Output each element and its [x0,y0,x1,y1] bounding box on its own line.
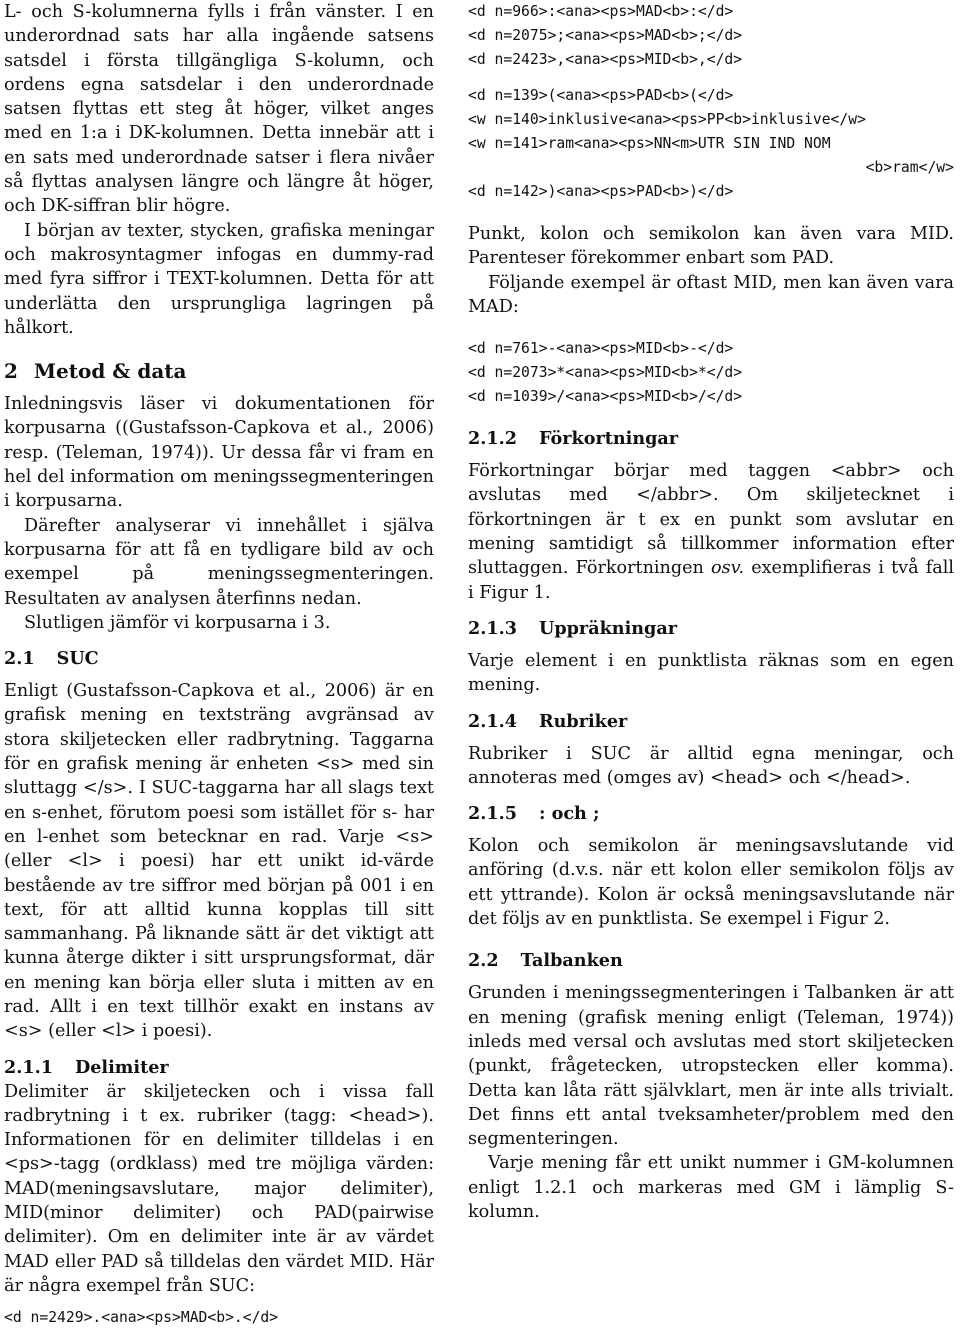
section-number: 2.1 [4,648,35,670]
section-heading-2-2 [468,949,954,973]
section-heading-2-1-1 [4,1056,434,1080]
code-line: <d n=2075>;<ana><ps>MAD<b>;</d> [468,27,743,44]
code-line: <d n=142>)<ana><ps>PAD<b>)</d> [468,183,734,200]
paragraph: Inledningsvis läser vi dokumentationen för korpusarna ((Gustafsson-Capkova et al., 2006) resp. (Teleman, 1974)). Ur dessa får vi fram en hel del information om meningssegmenteringen i korpusarna. [4,394,434,512]
section-heading-2 [4,358,434,384]
paragraph-text: exemplifieras i två fall i Figur 1. [468,558,954,603]
paragraph: Rubriker i SUC är alltid egna meningar, och annoteras med (omges av) <head> och </head>. [468,743,954,788]
section-heading-2-1-5 [468,802,954,826]
section-number: 2 [4,359,18,384]
paragraph: Varje mening får ett unikt nummer i GM-kolumnen enligt 1.2.1 och markeras med GM i lämplig S-kolumn. [468,1153,954,1223]
paragraph: Enligt (Gustafsson-Capkova et al., 2006) är en grafisk mening en textsträng avgränsad av stora skiljetecken eller radbrytning. Taggarna för en grafisk mening är enheten <s> med sin sluttagg </s>. I SUC-taggarna har all slags text en s-enhet, förutom poesi som istället för s- har en l-enhet som betecknar en rad. Varje <s> (eller <l> i poesi) har ett unikt id-värde bestående av tre siffror med början på 001 i en text, för att alltid kunna kopplas till sitt sammanhang. På liknande sätt är det viktigt att kunna återge dikter i sitt ursprungsformat, där en mening kan börja eller sluta i mitten av en rad. Allt i en text tillhör exakt en instans av <s> (eller <l> i poesi). [4,681,434,1042]
code-line: <d n=966>:<ana><ps>MAD<b>:</d> [468,3,734,20]
section-title: Talbanken [520,950,623,972]
section-number: 2.1.5 [468,803,517,825]
code-line: <w n=140>inklusive<ana><ps>PP<b>inklusive</w> [468,111,866,128]
code-line: <d n=139>(<ana><ps>PAD<b>(</d> [468,87,734,104]
section-number: 2.1.3 [468,617,517,639]
paragraph-text: Förkortningar börjar med taggen <abbr> och avslutas med </abbr>. Om skiljetecknet i förkortningen är t ex en punkt som avslutar en mening samtidigt så tillkommer information efter sluttaggen. Förkortningen [468,461,954,579]
code-line: <d n=1039>/<ana><ps>MID<b>/</d> [468,388,743,406]
section-number: 2.1.1 [4,1056,53,1078]
paragraph: Slutligen jämför vi korpusarna i 3. [24,612,331,633]
paragraph: Kolon och semikolon är meningsavslutande vid anföring (d.v.s. när ett kolon eller semikolon följs av ett yttrande). Kolon är också meningsavslutande när det följs av en punktlista. Se exempel i Figur 2. [468,836,954,930]
paragraph: Följande exempel är oftast MID, men kan även vara MAD: [468,272,954,317]
section-number: 2.1.2 [468,428,517,450]
emphasis-text: osv. [711,558,745,579]
section-number: 2.1.4 [468,710,517,732]
left-column [4,0,434,1330]
section-heading-2-1-3 [468,617,954,641]
paragraph: Därefter analyserar vi innehållet i själva korpusarna för att få en tydligare bild av och exempel på meningssegmenteringen. Resultaten av analysen återfinns nedan. [4,515,434,609]
section-title: : och ; [538,803,600,825]
section-title: Förkortningar [538,428,679,450]
paragraph: Varje element i en punktlista räknas som en egen mening. [468,650,954,696]
section-heading-2-1 [4,647,434,671]
section-heading-2-1-4 [468,710,954,734]
code-line: <d n=761>-<ana><ps>MID<b>-</d> [468,340,734,358]
right-column [468,0,954,1224]
paragraph: L- och S-kolumnerna fylls i från vänster. I en underordnad sats har alla ingående satsens satsdel i första tillgängliga S-kolumn, och ordens egna satsdelar i den underordnade satsen flyttas ett steg åt höger, vilket anges med en 1:a i DK-kolumnen. Detta innebär att i en sats med underordnade satser i flera nivåer så flyttas analysen längre och längre åt höger, och DK-siffran blir högre. [4,2,434,217]
section-number: 2.2 [468,950,499,972]
paragraph: I början av texter, stycken, grafiska meningar och makrosyntagmer infogas en dummy-rad med fyra siffror i TEXT-kolumnen. Detta för att underlätta den ursprungliga lagringen på hålkort. [4,220,434,338]
section-heading-2-1-2 [468,427,954,451]
code-line: <w n=141>ram<ana><ps>NN<m>UTR SIN IND NOM [468,135,831,152]
paragraph: Delimiter är skiljetecken och i vissa fall radbrytning i t ex. rubriker (tagg: <head>). Informationen för en delimiter tilldelas i en <ps>-tagg (ordklass) med tre möjliga värden: MAD(meningsavslutare, major delimiter), MID(minor delimiter) och PAD(pairwise delimiter). Om en delimiter inte är av värdet MAD eller PAD så tilldelas den värdet MID. Här är några exempel från SUC: [4,1081,434,1296]
code-line: <b>ram</w> [865,159,954,176]
code-line: <d n=2429>.<ana><ps>MAD<b>.</d> [4,1309,279,1327]
section-title: Rubriker [538,710,628,732]
section-title: Uppräkningar [538,617,678,639]
code-line: <d n=2073>*<ana><ps>MID<b>*</d> [468,364,743,382]
code-line: <d n=2423>,<ana><ps>MID<b>,</d> [468,51,743,68]
section-title: SUC [56,648,99,670]
section-title: Delimiter [74,1056,169,1078]
paragraph [468,459,954,605]
paragraph: Grunden i meningssegmenteringen i Talbanken är att en mening (grafisk mening enligt (Teleman, 1974)) inleds med versal och avslutas med stort skiljetecken (punkt, frågetecken, utropstecken eller komma). Detta kan låta rätt självklart, men är inte alls trivialt. Det finns ett antal tveksamheter/problem med den segmenteringen. [468,983,954,1150]
section-title: Metod & data [33,359,187,384]
paragraph: Punkt, kolon och semikolon kan även vara MID. Parenteser förekommer enbart som PAD. [468,224,954,269]
